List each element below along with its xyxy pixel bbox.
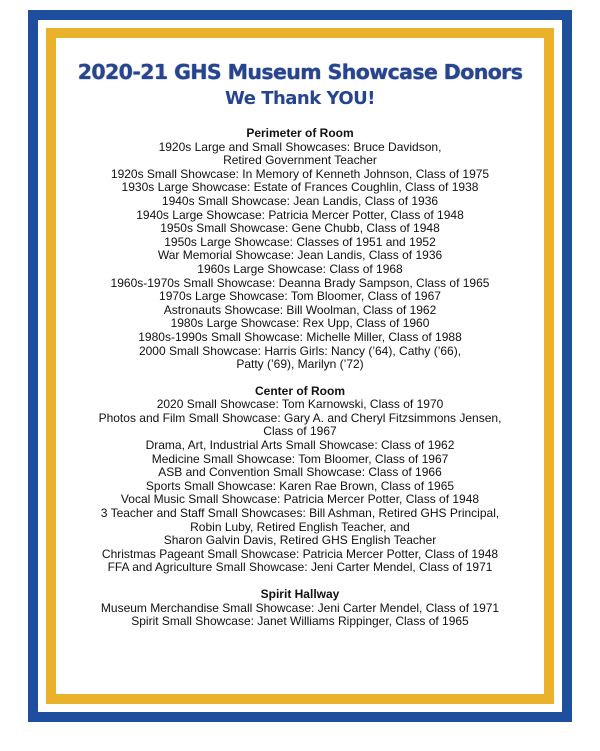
donor-line: 3 Teacher and Staff Small Showcases: Bill Ashman, Retired GHS Principal, [100,506,500,521]
donor-line: 1960s-1970s Small Showcase: Deanna Brady Sampson, Class of 1965 [110,275,490,290]
section-title: Center of Room [255,383,345,398]
donor-line: ASB and Convention Small Showcase: Class of 1966 [158,465,442,480]
donor-line: 1920s Small Showcase: In Memory of Kenneth Johnson, Class of 1975 [110,166,490,181]
page-title: 2020-21 GHS Museum Showcase Donors [77,60,523,84]
donor-line: 1920s Large and Small Showcases: Bruce Davidson, [158,139,442,154]
donor-line: Sports Small Showcase: Karen Rae Brown, Class of 1965 [145,478,455,493]
donor-line: 1930s Large Showcase: Estate of Frances Coughlin, Class of 1938 [121,180,479,195]
donor-line: 1960s Large Showcase: Class of 1968 [197,261,403,276]
donor-line: Robin Luby, Retired English Teacher, and [190,519,410,534]
donor-line: Class of 1967 [263,424,337,439]
donor-line: Vocal Music Small Showcase: Patricia Mercer Potter, Class of 1948 [120,492,480,507]
donor-line: Christmas Pageant Small Showcase: Patricia Mercer Potter, Class of 1948 [101,546,499,561]
donor-line: 1970s Large Showcase: Tom Bloomer, Class of 1967 [159,289,441,304]
donor-line: 2000 Small Showcase: Harris Girls: Nancy (’64), Cathy (’66), [138,343,462,358]
donor-line: Drama, Art, Industrial Arts Small Showcase: Class of 1962 [145,438,455,453]
donor-line: Patty (’69), Marilyn (’72) [236,357,364,372]
donor-line: 1980s Large Showcase: Rex Upp, Class of 1960 [170,316,430,331]
donor-line: 2020 Small Showcase: Tom Karnowski, Class of 1970 [156,397,444,412]
donor-line: Photos and Film Small Showcase: Gary A. and Cheryl Fitzsimmons Jensen, [98,410,502,425]
donor-line: 1940s Small Showcase: Jean Landis, Class of 1936 [161,193,439,208]
section [70,385,530,575]
donor-line: Museum Merchandise Small Showcase: Jeni Carter Mendel, Class of 1971 [100,600,500,615]
donor-line: Retired Government Teacher [223,153,377,168]
donor-line: Sharon Galvin Davis, Retired GHS English Teacher [163,533,437,548]
donor-list [70,127,530,642]
section [70,127,530,372]
donor-line: 1950s Small Showcase: Gene Chubb, Class of 1948 [160,221,440,236]
section-title: Spirit Hallway [260,587,340,601]
donor-line: 1940s Large Showcase: Patricia Mercer Potter, Class of 1948 [136,207,464,222]
donor-line: Spirit Small Showcase: Janet Williams Rippinger, Class of 1965 [131,614,469,629]
section [70,588,530,629]
donor-line: War Memorial Showcase: Jean Landis, Class of 1936 [157,248,443,263]
donor-line: FFA and Agriculture Small Showcase: Jeni Carter Mendel, Class of 1971 [107,560,493,575]
donor-line: Medicine Small Showcase: Tom Bloomer, Class of 1967 [151,451,449,466]
donor-line: 1950s Large Showcase: Classes of 1951 and 1952 [164,234,436,249]
donor-line: 1980s-1990s Small Showcase: Michelle Miller, Class of 1988 [138,329,462,344]
donor-line: Astronauts Showcase: Bill Woolman, Class of 1962 [163,302,437,317]
section-title: Perimeter of Room [246,126,354,140]
page-subtitle: We Thank YOU! [225,88,375,109]
